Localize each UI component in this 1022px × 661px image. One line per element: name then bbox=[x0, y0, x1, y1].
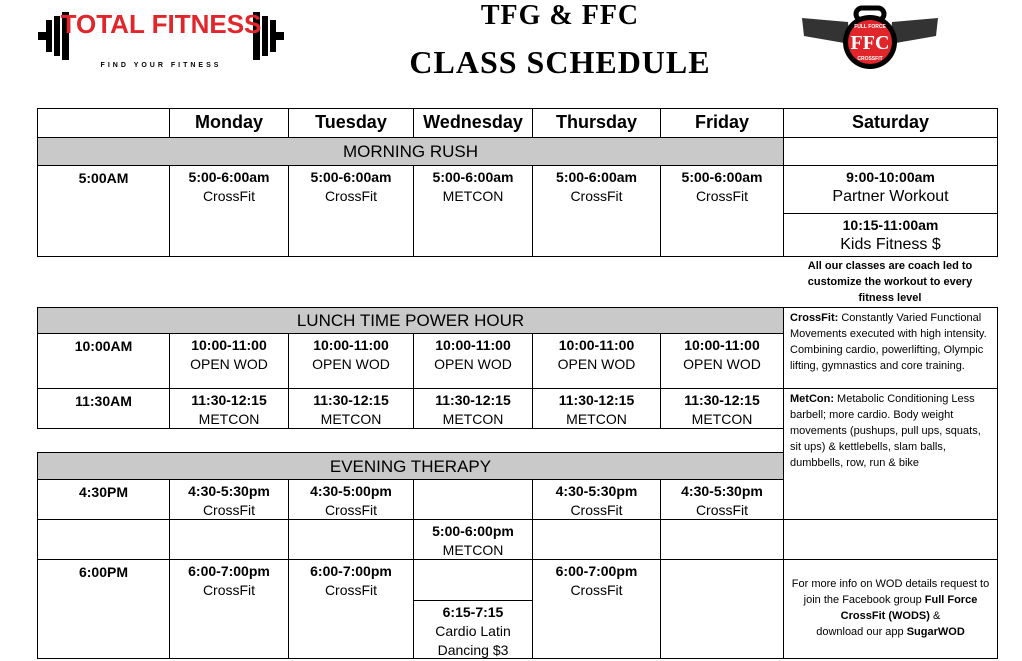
morning-tuesday: 5:00-6:00am CrossFit bbox=[288, 165, 414, 257]
header-monday: Monday bbox=[169, 108, 289, 138]
section-evening-therapy: EVENING THERAPY bbox=[37, 452, 784, 480]
time-10am: 10:00AM bbox=[37, 333, 170, 389]
total-fitness-logo bbox=[36, 6, 286, 72]
section-lunch-power-hour: LUNCH TIME POWER HOUR bbox=[37, 307, 784, 334]
evening-6pm-thursday: 6:00-7:00pm CrossFit bbox=[532, 559, 661, 659]
evening-row2-friday-empty bbox=[660, 519, 784, 560]
evening-6pm-friday-empty bbox=[660, 559, 784, 659]
corner-cell bbox=[37, 108, 170, 138]
evening-row2-monday-empty bbox=[169, 519, 289, 560]
saturday-partner-workout: 9:00-10:00am Partner Workout bbox=[783, 165, 998, 214]
svg-text:FULL FORCE: FULL FORCE bbox=[854, 24, 886, 30]
time-5am: 5:00AM bbox=[37, 165, 170, 257]
morning-thursday: 5:00-6:00am CrossFit bbox=[532, 165, 661, 257]
note-more-info: For more info on WOD details request to join the Facebook group Full Force CrossFit (WODS) & download our app SugarWOD bbox=[783, 559, 998, 659]
evening-row2-time-empty bbox=[37, 519, 170, 560]
evening-6pm-tuesday: 6:00-7:00pm CrossFit bbox=[288, 559, 414, 659]
lunch-10-wednesday: 10:00-11:00 OPEN WOD bbox=[413, 333, 533, 389]
lunch-1130-wednesday: 11:30-12:15 METCON bbox=[413, 388, 533, 429]
lunch-10-tuesday: 10:00-11:00 OPEN WOD bbox=[288, 333, 414, 389]
evening-5pm-wednesday: 5:00-6:00pm METCON bbox=[413, 519, 533, 560]
time-430pm: 4:30PM bbox=[37, 479, 170, 520]
evening-row2-tuesday-empty bbox=[288, 519, 414, 560]
saturday-kids-fitness: 10:15-11:00am Kids Fitness $ bbox=[783, 213, 998, 257]
note-coach-led: All our classes are coach led to customize the workout to every fitness level bbox=[807, 260, 973, 304]
lunch-1130-friday: 11:30-12:15 METCON bbox=[660, 388, 784, 429]
logo-brand-text: TOTAL FITNESS bbox=[60, 9, 262, 39]
ffc-logo bbox=[800, 4, 940, 74]
saturday-blank bbox=[783, 137, 998, 166]
evening-430-friday: 4:30-5:30pm CrossFit bbox=[660, 479, 784, 520]
page-title-line1: TFG & FFC bbox=[480, 0, 640, 31]
note-metcon: MetCon: Metabolic Conditioning Less barbell; more cardio. Body weight movements (pushups, pull ups, squats, sit ups) & kettlebells, slam balls, dumbbells, row, run & bike bbox=[783, 388, 998, 520]
header-tuesday: Tuesday bbox=[288, 108, 414, 138]
evening-6pm-wednesday-empty bbox=[413, 559, 533, 601]
logo-tagline: FIND YOUR FITNESS bbox=[100, 62, 222, 69]
morning-wednesday: 5:00-6:00am METCON bbox=[413, 165, 533, 257]
time-1130am: 11:30AM bbox=[37, 388, 170, 429]
lunch-1130-monday: 11:30-12:15 METCON bbox=[169, 388, 289, 429]
header-thursday: Thursday bbox=[532, 108, 661, 138]
morning-friday: 5:00-6:00am CrossFit bbox=[660, 165, 784, 257]
evening-430-monday: 4:30-5:30pm CrossFit bbox=[169, 479, 289, 520]
lunch-10-thursday: 10:00-11:00 OPEN WOD bbox=[532, 333, 661, 389]
lunch-10-monday: 10:00-11:00 OPEN WOD bbox=[169, 333, 289, 389]
header-wednesday: Wednesday bbox=[413, 108, 533, 138]
evening-430-wednesday-empty bbox=[413, 479, 533, 520]
header-friday: Friday bbox=[660, 108, 784, 138]
evening-615-wednesday: 6:15-7:15 Cardio Latin Dancing $3 bbox=[413, 600, 533, 659]
morning-monday: 5:00-6:00am CrossFit bbox=[169, 165, 289, 257]
lunch-1130-thursday: 11:30-12:15 METCON bbox=[532, 388, 661, 429]
section-morning-rush: MORNING RUSH bbox=[37, 137, 784, 166]
evening-row2-saturday-empty bbox=[783, 519, 998, 560]
svg-text:CROSSFIT: CROSSFIT bbox=[857, 56, 883, 62]
time-6pm: 6:00PM bbox=[37, 559, 170, 659]
evening-row2-thursday-empty bbox=[532, 519, 661, 560]
lunch-10-friday: 10:00-11:00 OPEN WOD bbox=[660, 333, 784, 389]
evening-6pm-monday: 6:00-7:00pm CrossFit bbox=[169, 559, 289, 659]
evening-430-tuesday: 4:30-5:00pm CrossFit bbox=[288, 479, 414, 520]
ffc-logo-text: FFC bbox=[850, 32, 890, 54]
note-crossfit: CrossFit: Constantly Varied Functional Movements executed with high intensity. Combining cardio, powerlifting, Olympic lifting, gymnastics and core training. bbox=[783, 307, 998, 389]
page-title-line2: CLASS SCHEDULE bbox=[409, 44, 711, 80]
header-saturday: Saturday bbox=[783, 108, 998, 138]
evening-430-thursday: 4:30-5:30pm CrossFit bbox=[532, 479, 661, 520]
lunch-1130-tuesday: 11:30-12:15 METCON bbox=[288, 388, 414, 429]
